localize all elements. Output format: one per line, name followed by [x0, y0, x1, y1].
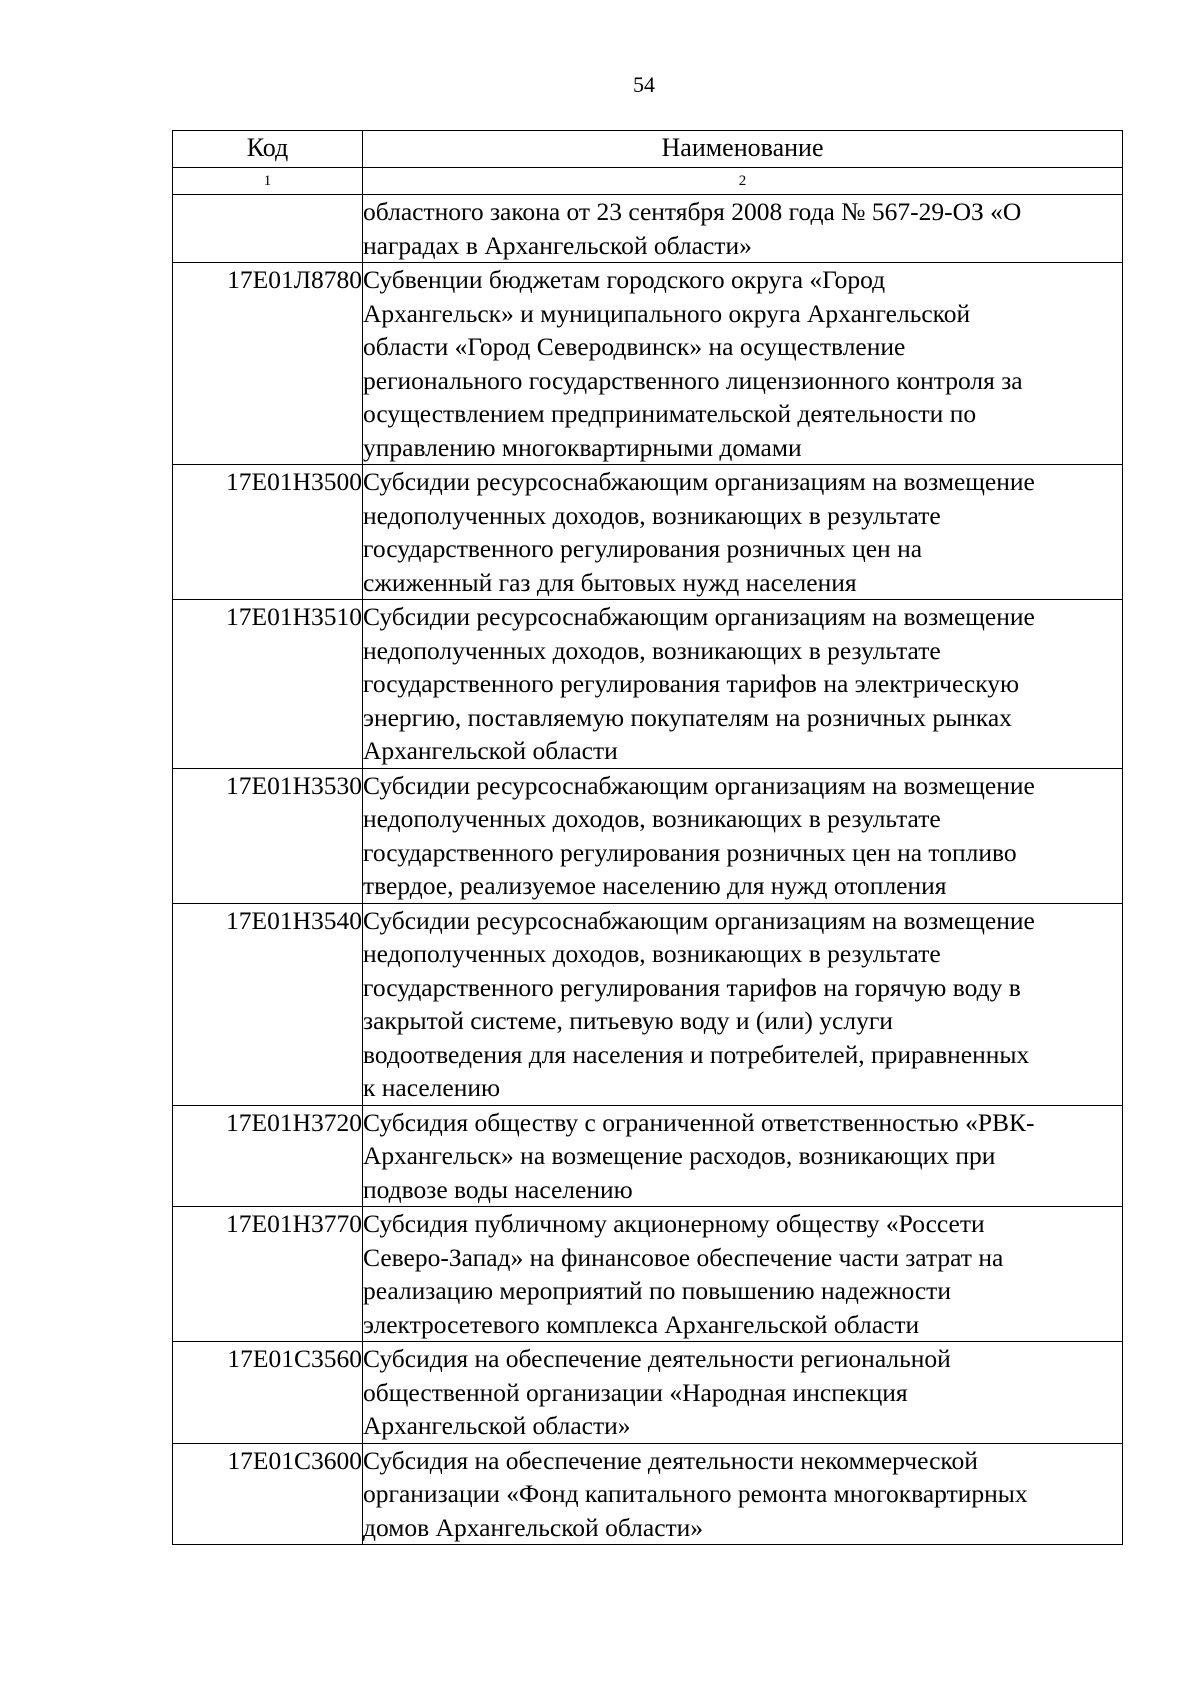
code-cell: 17Е01С3600: [173, 1443, 363, 1545]
code-cell: 17Е01Н3770: [173, 1207, 363, 1342]
column-number-row: [173, 168, 1123, 195]
code-cell: 17Е01С3560: [173, 1342, 363, 1444]
name-cell: Субсидия обществу с ограниченной ответственностью «РВК- Архангельск» на возмещение расходов, возникающих при подвозе воды населению: [363, 1105, 1123, 1207]
column-number-2: 2: [363, 168, 1123, 195]
name-cell: Субсидии ресурсоснабжающим организациям на возмещение недополученных доходов, возникающих в результате государственного регулирования розничных цен на топливо твердое, реализуемое населению для нужд отопления: [363, 768, 1123, 903]
table-row: [173, 768, 1123, 903]
page-number: 54: [633, 72, 655, 97]
table-row: [173, 1105, 1123, 1207]
table-row: [173, 600, 1123, 769]
budget-code-table: [172, 130, 1123, 1545]
code-cell: 17Е01Л8780: [173, 263, 363, 465]
code-cell: 17Е01Н3530: [173, 768, 363, 903]
code-cell: 17Е01Н3500: [173, 465, 363, 600]
name-cell: Субсидия публичному акционерному обществу «Россети Северо-Запад» на финансовое обеспечение части затрат на реализацию мероприятий по повышению надежности электросетевого комплекса Архангельской области: [363, 1207, 1123, 1342]
code-cell: 17Е01Н3540: [173, 903, 363, 1105]
table-row: [173, 465, 1123, 600]
name-cell: Субсидии ресурсоснабжающим организациям на возмещение недополученных доходов, возникающих в результате государственного регулирования розничных цен на сжиженный газ для бытовых нужд населения: [363, 465, 1123, 600]
name-cell: Субвенции бюджетам городского округа «Город Архангельск» и муниципального округа Архангельской области «Город Северодвинск» на осуществление регионального государственного лицензионного контроля за осуществлением предпринимательской деятельности по управлению многоквартирными домами: [363, 263, 1123, 465]
table-row: [173, 1342, 1123, 1444]
header-row: [173, 131, 1123, 168]
header-code: Код: [173, 131, 363, 168]
name-cell: Субсидии ресурсоснабжающим организациям на возмещение недополученных доходов, возникающих в результате государственного регулирования тарифов на горячую воду в закрытой системе, питьевую воду и (или) услуги водоотведения для населения и потребителей, приравненных к населению: [363, 903, 1123, 1105]
name-cell: Субсидии ресурсоснабжающим организациям на возмещение недополученных доходов, возникающих в результате государственного регулирования тарифов на электрическую энергию, поставляемую покупателям на розничных рынках Архангельской области: [363, 600, 1123, 769]
table-row: [173, 195, 1123, 263]
table-row: [173, 263, 1123, 465]
column-number-1: 1: [173, 168, 363, 195]
name-cell: Субсидия на обеспечение деятельности региональной общественной организации «Народная инспекция Архангельской области»: [363, 1342, 1123, 1444]
table-row: [173, 1443, 1123, 1545]
code-cell: 17Е01Н3720: [173, 1105, 363, 1207]
code-cell: [173, 195, 363, 263]
name-cell: Субсидия на обеспечение деятельности некоммерческой организации «Фонд капитального ремонта многоквартирных домов Архангельской области»: [363, 1443, 1123, 1545]
name-cell: областного закона от 23 сентября 2008 года № 567-29-ОЗ «О наградах в Архангельской области»: [363, 195, 1123, 263]
code-cell: 17Е01Н3510: [173, 600, 363, 769]
header-name: Наименование: [363, 131, 1123, 168]
table-header: [173, 131, 1123, 195]
table-body: [173, 195, 1123, 1545]
table-row: [173, 1207, 1123, 1342]
table-row: [173, 903, 1123, 1105]
